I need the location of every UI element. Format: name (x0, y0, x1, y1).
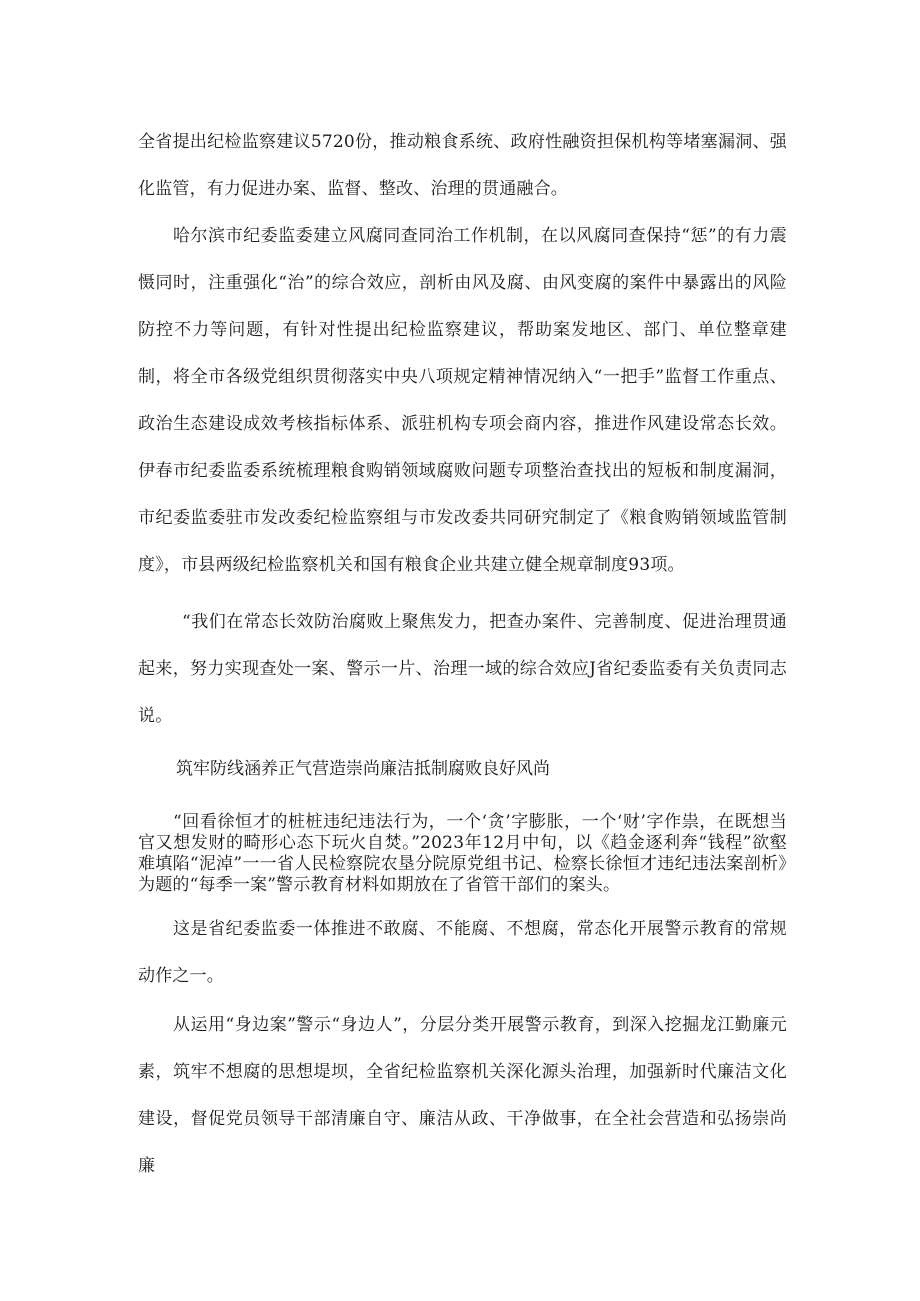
paragraph-official-quote: “我们在常态长效防治腐败上聚焦发力，把查办案件、完善制度、促进治理贯通起来，努力实现查处一案、警示一片、治理一域的综合效应J省纪委监委有关负责同志说。 (138, 612, 787, 726)
paragraph-proposals: 全省提出纪检监察建议5720份，推动粮食系统、政府性融资担保机构等堵塞漏洞、强化监管，有力促进办案、监督、整改、治理的贯通融合。 (138, 132, 787, 199)
paragraph-case-analysis: “回看徐恒才的桩桩违纪违法行为，一个‘贪’字膨胀，一个‘财’字作祟，在既想当官又想发财的畸形心态下玩火自焚。”2023年12月中旬，以《趋金逐利奔“钱程”欲壑难填陷“泥淖”一一省人民检察院农垦分院原党组书记、检察长徐恒才违纪违法案剖析》为题的“每季一案”警示教育材料如期放在了省管干部们的案头。 (138, 812, 787, 895)
paragraph-warning-education: 从运用“身边案”警示“身边人”，分层分类开展警示教育，到深入挖掘龙江勤廉元素，筑牢不想腐的思想堤坝，全省纪检监察机关深化源头治理，加强新时代廉洁文化建设，督促党员领导干部清廉自守、廉洁从政、干净做事，在全社会营造和弘扬崇尚廉 (138, 1015, 787, 1176)
paragraph-routine-action: 这是省纪委监委一体推进不敢腐、不能腐、不想腐，常态化开展警示教育的常规动作之一。 (138, 919, 787, 986)
section-heading: 筑牢防线涵养正气营造崇尚廉洁抵制腐败良好风尚 (176, 759, 550, 779)
paragraph-harbin-yichun: 哈尔滨市纪委监委建立风腐同查同治工作机制，在以风腐同查保持“惩”的有力震慑同时，注重强化“治”的综合效应，剖析由风及腐、由风变腐的案件中暴露出的风险防控不力等问题，有针对性提出纪检监察建议，帮助案发地区、部门、单位整章建制，将全市各级党组织贯彻落实中央八项规定精神情况纳入“一把手”监督工作重点、政治生态建设成效考核指标体系、派驻机构专项会商内容，推进作风建设常态长效。伊春市纪委监委系统梳理粮食购销领域腐败问题专项整治查找出的短板和制度漏洞，市纪委监委驻市发改委纪检监察组与市发改委共同研究制定了《粮食购销领域监管制度》，市县两级纪检监察机关和国有粮食企业共建立健全规章制度93项。 (138, 226, 787, 575)
